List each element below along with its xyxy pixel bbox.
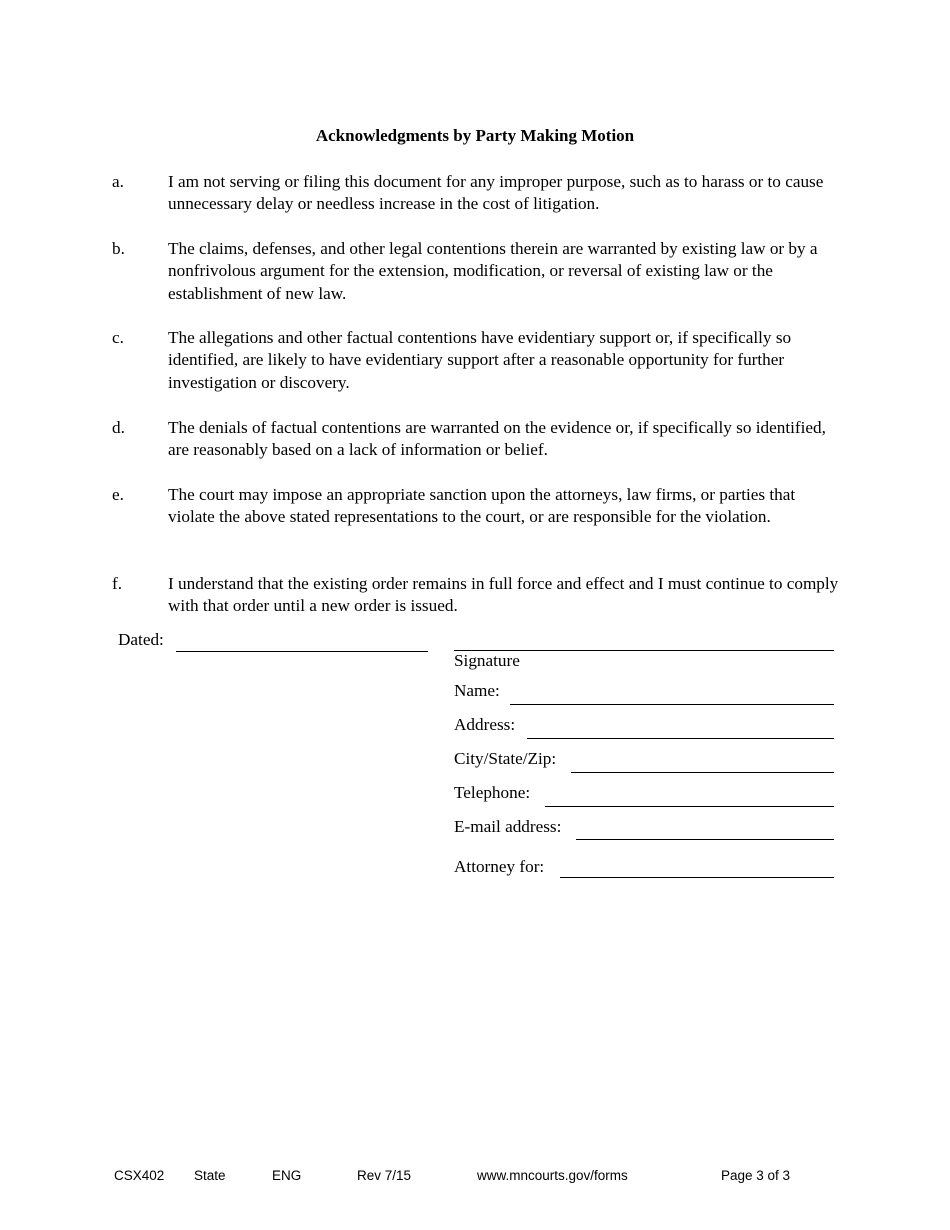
item-letter: c. bbox=[112, 328, 124, 347]
item-letter: d. bbox=[112, 418, 125, 437]
footer-revision: Rev 7/15 bbox=[357, 1168, 412, 1183]
city-state-zip-field[interactable] bbox=[571, 772, 834, 773]
telephone-field[interactable] bbox=[545, 806, 834, 807]
name-label: Name: bbox=[454, 681, 500, 700]
item-letter: b. bbox=[112, 239, 125, 258]
item-letter: a. bbox=[112, 172, 124, 191]
item-text: I am not serving or filing this document for any improper purpose, such as to harass or to cause unnecessary delay or needless increase in the cost of litigation. bbox=[168, 172, 824, 214]
footer-language: ENG bbox=[272, 1168, 302, 1183]
item-text: The court may impose an appropriate sanction upon the attorneys, law firms, or parties that violate the above stated representations to the court, or are responsible for the violation. bbox=[168, 485, 796, 527]
footer-page-number: Page 3 of 3 bbox=[721, 1168, 791, 1183]
name-field[interactable] bbox=[510, 704, 834, 705]
footer-jurisdiction: State bbox=[194, 1168, 226, 1183]
address-field[interactable] bbox=[527, 738, 834, 739]
email-label: E-mail address: bbox=[454, 817, 562, 836]
dated-field[interactable] bbox=[176, 651, 428, 652]
item-letter: e. bbox=[112, 485, 124, 504]
footer-form-code: CSX402 bbox=[114, 1168, 165, 1183]
item-text: The claims, defenses, and other legal contentions therein are warranted by existing law or by a nonfrivolous argument for the extension, modification, or reversal of existing law or the establishment of new law. bbox=[168, 239, 818, 303]
item-text: The denials of factual contentions are warranted on the evidence or, if specifically so identified, are reasonably based on a lack of information or belief. bbox=[168, 418, 826, 460]
footer-url[interactable]: www.mncourts.gov/forms bbox=[477, 1168, 628, 1183]
item-text: The allegations and other factual contentions have evidentiary support or, if specifically so identified, are likely to have evidentiary support after a reasonable opportunity for further investigation or discovery. bbox=[168, 328, 792, 392]
signature-label: Signature bbox=[454, 651, 520, 670]
dated-label: Dated: bbox=[118, 630, 164, 649]
address-label: Address: bbox=[454, 715, 516, 734]
item-text: I understand that the existing order remains in full force and effect and I must continue to comply with that order until a new order is issued. bbox=[168, 574, 839, 616]
attorney-for-label: Attorney for: bbox=[454, 857, 545, 876]
attorney-for-field[interactable] bbox=[560, 877, 834, 878]
city-state-zip-label: City/State/Zip: bbox=[454, 749, 557, 768]
item-letter: f. bbox=[112, 574, 123, 593]
section-heading: Acknowledgments by Party Making Motion bbox=[315, 126, 635, 145]
telephone-label: Telephone: bbox=[454, 783, 531, 802]
email-field[interactable] bbox=[576, 839, 834, 840]
